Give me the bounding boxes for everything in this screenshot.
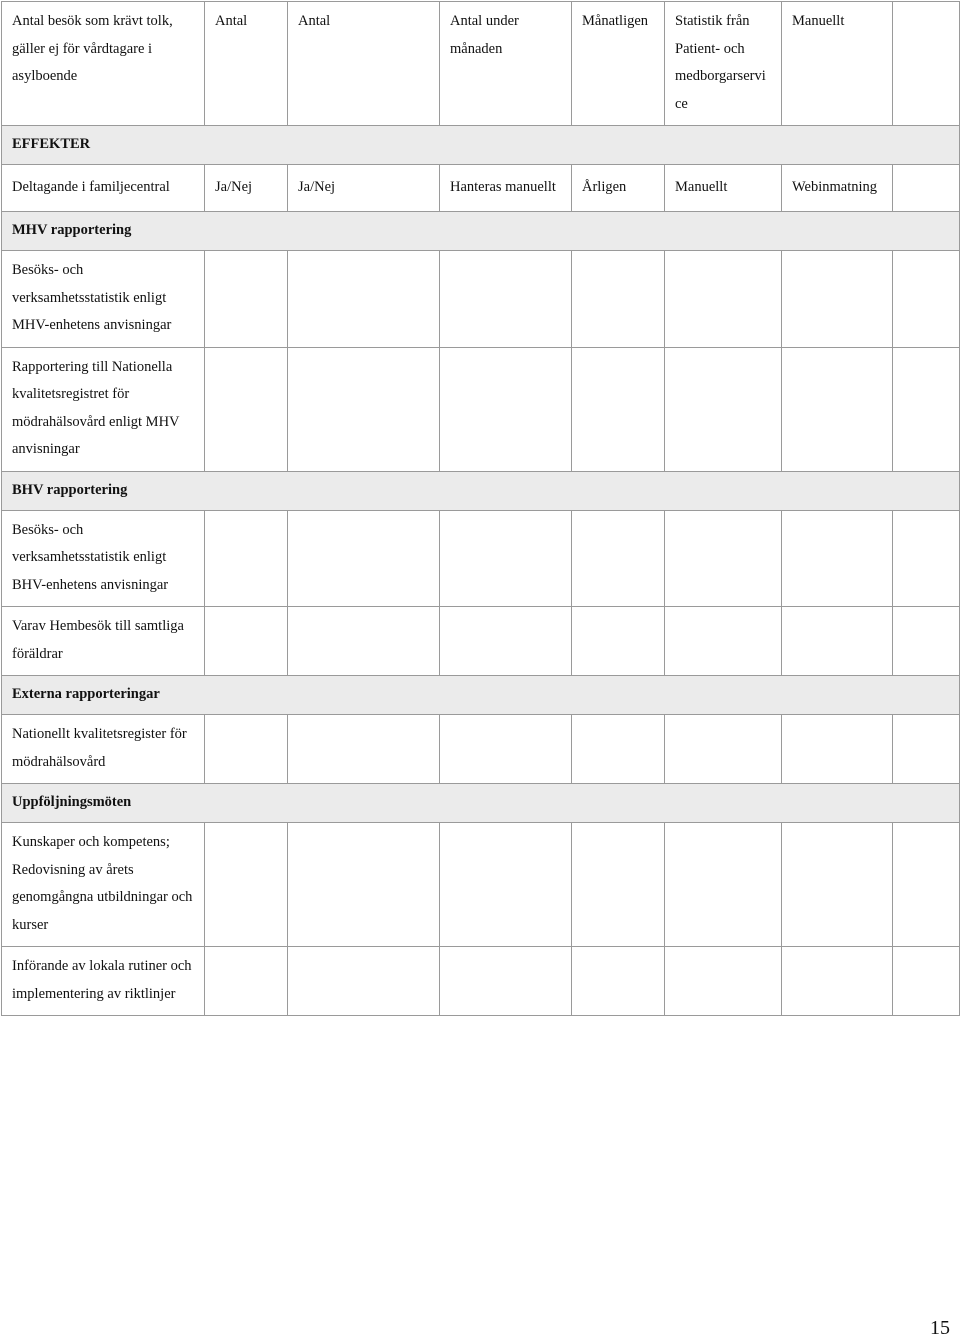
table-cell bbox=[572, 947, 665, 1016]
table-cell bbox=[205, 607, 288, 676]
table-cell: Antal besök som krävt tolk, gäller ej för vårdtagare i asylboende bbox=[2, 2, 205, 126]
table-cell bbox=[288, 510, 440, 607]
table-cell bbox=[440, 251, 572, 348]
table-cell bbox=[782, 823, 893, 947]
table-cell: Införande av lokala rutiner och implementering av riktlinjer bbox=[2, 947, 205, 1016]
table-cell bbox=[893, 947, 960, 1016]
table-cell bbox=[665, 715, 782, 784]
table-cell bbox=[205, 510, 288, 607]
table-cell: Deltagande i familjecentral bbox=[2, 165, 205, 212]
table-cell: Varav Hembesök till samtliga föräldrar bbox=[2, 607, 205, 676]
table-cell bbox=[205, 715, 288, 784]
table-cell: Årligen bbox=[572, 165, 665, 212]
table-row bbox=[2, 347, 960, 471]
section-heading: MHV rapportering bbox=[2, 212, 960, 251]
table-cell bbox=[893, 823, 960, 947]
section-heading: EFFEKTER bbox=[2, 126, 960, 165]
table-row bbox=[2, 251, 960, 348]
table-cell: Kunskaper och kompetens; Redovisning av årets genomgångna utbildningar och kurser bbox=[2, 823, 205, 947]
table-row bbox=[2, 823, 960, 947]
table-row bbox=[2, 947, 960, 1016]
table-cell bbox=[665, 607, 782, 676]
table-cell bbox=[893, 347, 960, 471]
table-cell: Nationellt kvalitetsregister för mödrahälsovård bbox=[2, 715, 205, 784]
table-cell bbox=[782, 347, 893, 471]
section-heading: Uppföljningsmöten bbox=[2, 784, 960, 823]
table-cell: Ja/Nej bbox=[205, 165, 288, 212]
table-cell bbox=[665, 510, 782, 607]
table-cell bbox=[205, 347, 288, 471]
table-cell bbox=[572, 823, 665, 947]
section-heading: Externa rapporteringar bbox=[2, 676, 960, 715]
table-cell bbox=[782, 947, 893, 1016]
table-row bbox=[2, 607, 960, 676]
table-cell: Hanteras manuellt bbox=[440, 165, 572, 212]
table-cell bbox=[440, 510, 572, 607]
section-header-row bbox=[2, 126, 960, 165]
table-cell bbox=[665, 347, 782, 471]
table-cell bbox=[288, 251, 440, 348]
table-cell: Besöks- och verksamhetsstatistik enligt MHV-enhetens anvisningar bbox=[2, 251, 205, 348]
table-cell bbox=[288, 607, 440, 676]
table-cell bbox=[440, 607, 572, 676]
table-cell bbox=[288, 947, 440, 1016]
table-cell bbox=[893, 165, 960, 212]
section-header-row bbox=[2, 676, 960, 715]
section-heading: BHV rapportering bbox=[2, 471, 960, 510]
table-row bbox=[2, 165, 960, 212]
table-cell: Statistik från Patient- och medborgarservi ce bbox=[665, 2, 782, 126]
table-cell bbox=[893, 510, 960, 607]
table-cell bbox=[782, 715, 893, 784]
table-cell: Månatligen bbox=[572, 2, 665, 126]
table-cell bbox=[893, 251, 960, 348]
table-cell: Rapportering till Nationella kvalitetsregistret för mödrahälsovård enligt MHV anvisningar bbox=[2, 347, 205, 471]
table-cell bbox=[440, 347, 572, 471]
table-cell bbox=[440, 715, 572, 784]
table-cell bbox=[665, 823, 782, 947]
table-cell bbox=[572, 251, 665, 348]
table-cell bbox=[288, 823, 440, 947]
table-cell bbox=[572, 510, 665, 607]
table-cell bbox=[205, 823, 288, 947]
section-header-row bbox=[2, 212, 960, 251]
table-cell bbox=[205, 251, 288, 348]
table-cell: Webinmatning bbox=[782, 165, 893, 212]
table-cell bbox=[205, 947, 288, 1016]
table-cell bbox=[893, 2, 960, 126]
table-cell bbox=[782, 510, 893, 607]
section-header-row bbox=[2, 784, 960, 823]
table-cell bbox=[440, 947, 572, 1016]
section-header-row bbox=[2, 471, 960, 510]
table-cell bbox=[288, 347, 440, 471]
table-cell bbox=[782, 607, 893, 676]
table-cell bbox=[572, 347, 665, 471]
table-cell: Manuellt bbox=[782, 2, 893, 126]
table-cell bbox=[572, 715, 665, 784]
table-cell bbox=[893, 607, 960, 676]
table-row bbox=[2, 715, 960, 784]
table-cell: Antal bbox=[288, 2, 440, 126]
table-cell: Antal bbox=[205, 2, 288, 126]
table-row bbox=[2, 510, 960, 607]
table-cell bbox=[288, 715, 440, 784]
table-cell bbox=[440, 823, 572, 947]
document-table bbox=[1, 1, 960, 1016]
table-cell bbox=[665, 251, 782, 348]
table-cell bbox=[665, 947, 782, 1016]
table-cell bbox=[572, 607, 665, 676]
table-cell: Antal under månaden bbox=[440, 2, 572, 126]
table-cell: Manuellt bbox=[665, 165, 782, 212]
table-cell bbox=[782, 251, 893, 348]
table-row bbox=[2, 2, 960, 126]
table-cell bbox=[893, 715, 960, 784]
table-cell: Besöks- och verksamhetsstatistik enligt BHV-enhetens anvisningar bbox=[2, 510, 205, 607]
page-number: 15 bbox=[930, 1317, 950, 1339]
table-cell: Ja/Nej bbox=[288, 165, 440, 212]
